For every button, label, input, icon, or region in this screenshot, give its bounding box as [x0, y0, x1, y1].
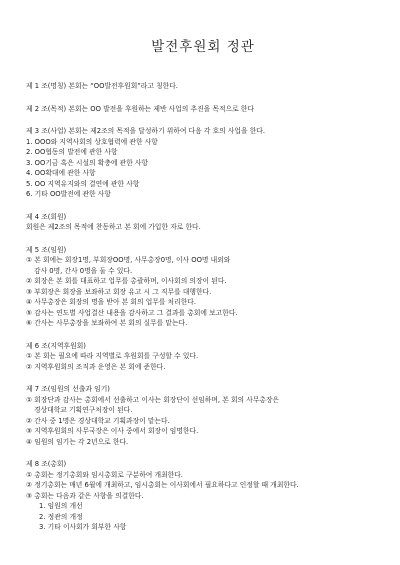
- list-item: 6. 기타 OO발전에 관한 사항: [26, 190, 111, 198]
- list-item: ③ 총회는 다음과 같은 사항을 의결한다.: [26, 491, 144, 500]
- list-item: 2. OO협동의 발전에 관한 사항: [26, 148, 118, 156]
- document-title: 발전후원회 정관: [151, 39, 255, 55]
- article-2: 제 2 조(목적) 본회는 OO 발전을 후원하는 제반 사업의 추진을 목적으로 한다: [26, 104, 254, 113]
- list-item: 5. OO 지역유지와의 결연에 관한 사항: [26, 179, 140, 188]
- list-item: ③ 지역후원회의 사무국장은 이사 중에서 회장이 임명한다.: [26, 427, 199, 435]
- list-item: ① 본 회는 필요에 따라 지역별로 후원회를 구성할 수 있다.: [26, 352, 199, 360]
- article-7: [26, 384, 380, 447]
- article-5-heading: 제 5 조(임원): [26, 245, 67, 254]
- article-6: [26, 341, 380, 373]
- list-item: 4. OO확대에 관한 사항: [26, 169, 96, 177]
- list-item: ① 본 회에는 회장1명, 부회장OO명, 사무총장0명, 이사 OO명 내외와: [26, 256, 231, 264]
- list-item: 3. OO기금 혹은 시설의 확충에 관한 사항: [26, 158, 149, 167]
- list-item: ① 총회는 정기총회와 임시총회로 구분하여 개최한다.: [26, 470, 183, 479]
- article-4-heading: 제 4 조(회원): [26, 212, 67, 221]
- list-item: ⑤ 감사는 연도별 사업결산 내용을 감사하고 그 결과를 총회에 보고한다.: [26, 308, 238, 317]
- list-item: ④ 임원의 임기는 각 2년으로 한다.: [26, 437, 129, 446]
- list-item: ① 회장단과 감사는 총회에서 선출하고 이사는 회장단이 선임하며, 본 회의 사무총장은: [26, 395, 280, 404]
- list-item: ② 지역후원회의 조직과 운영은 본 회에 준한다.: [26, 362, 166, 371]
- article-8: [26, 459, 380, 533]
- list-item: ⑥ 간사는 사무총장을 보좌하여 본 회의 실무를 맡는다.: [26, 319, 188, 327]
- article-3: [26, 126, 380, 200]
- article-4: [26, 212, 380, 233]
- list-item: ② 간사 중 1명은 경상대학교 기획과장이 맡는다.: [26, 416, 170, 425]
- sub-list-item: 3. 기타 이사회가 회부한 사항: [39, 523, 127, 531]
- list-item: ③ 부회장은 회장을 보좌하고 회장 유고 시 그 직무를 대행한다.: [26, 287, 212, 296]
- sub-list-item: 2. 정관의 개정: [39, 512, 83, 521]
- list-item: ② 회장은 본 회를 대표하고 업무를 총괄하며, 이사회의 의장이 된다.: [26, 277, 227, 285]
- article-7-heading: 제 7 조(임원의 선출과 임기): [26, 385, 110, 393]
- article-3-heading: 제 3 조(사업) 본회는 제2조의 목적을 달성하기 위하여 다음 각 호의 사업을 한다.: [26, 127, 266, 135]
- list-item: ④ 사무총장은 회장의 명을 받아 본 회의 업무를 처리한다.: [26, 298, 196, 306]
- list-item-continuation: 감사 0명, 간사 0명을 둘 수 있다.: [34, 266, 133, 275]
- list-item: 1. OOO와 지역사회의 상호협력에 관한 사항: [26, 137, 158, 146]
- article-4-body: 회원은 제2조의 목적에 찬동하고 본 회에 가입한 자로 한다.: [26, 223, 201, 231]
- article-6-heading: 제 6 조(지역후원회): [26, 341, 86, 350]
- article-8-heading: 제 8 조(총회): [26, 460, 67, 468]
- list-item-continuation: 경상대학교 기획연구처장이 된다.: [34, 406, 133, 414]
- article-5: [26, 245, 380, 329]
- article-1: 제 1 조(명칭) 본회는 “OO발전후원회”라고 칭한다.: [26, 82, 178, 90]
- list-item: ② 정기총회는 매년 6월에 개최하고, 임시총회는 이사회에서 필요하다고 인정할 때 개최한다.: [26, 481, 299, 489]
- sub-list-item: 1. 임원의 개선: [39, 502, 83, 510]
